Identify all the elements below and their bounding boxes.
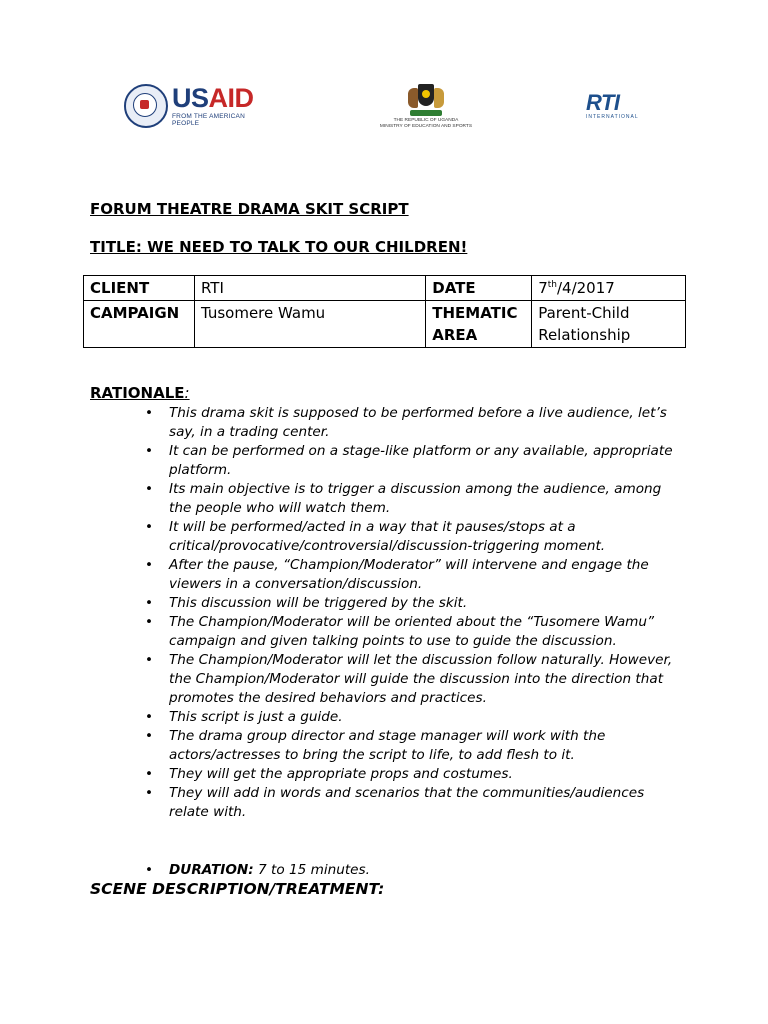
list-item-text: They will get the appropriate props and costumes. (169, 766, 513, 782)
campaign-value: Tusomere Wamu (194, 301, 425, 348)
list-item-text: It will be performed/acted in a way that it pauses/stops at a critical/provocative/controversial/discussion-triggering moment. (169, 519, 606, 554)
list-item (141, 404, 681, 442)
bullet-icon: • (145, 862, 154, 878)
list-item (141, 765, 681, 784)
uganda-caption-line-1: THE REPUBLIC OF UGANDA (393, 118, 459, 123)
list-item-text: It can be performed on a stage-like platform or any available, appropriate platform. (169, 443, 673, 478)
rti-subtitle: INTERNATIONAL (586, 114, 639, 120)
rationale-heading: RATIONALE: (90, 384, 190, 402)
rti-logo (586, 90, 656, 130)
list-item (141, 613, 681, 651)
bullet-icon: • (145, 785, 154, 801)
uganda-coat-of-arms-logo (378, 78, 474, 138)
list-item-text: The Champion/Moderator will let the discussion follow naturally. However, the Champion/Moderator will guide the discussion into the direction that promotes the desired behaviors and practices. (169, 652, 673, 706)
table-row (84, 276, 686, 301)
date-label: DATE (426, 276, 532, 301)
list-item (141, 518, 681, 556)
list-item (141, 727, 681, 765)
bullet-icon: • (145, 443, 154, 459)
bullet-icon: • (145, 652, 154, 668)
rationale-list (141, 404, 681, 822)
bullet-icon: • (145, 405, 154, 421)
list-item-text: This drama skit is supposed to be performed before a live audience, let’s say, in a trading center. (169, 405, 667, 440)
bullet-icon: • (145, 766, 154, 782)
thematic-area-label: THEMATIC AREA (426, 301, 532, 348)
logo-header (0, 78, 768, 148)
uganda-caption-line-2: MINISTRY OF EDUCATION AND SPORTS (379, 124, 473, 129)
meta-table (83, 275, 686, 348)
usaid-seal-icon (124, 84, 168, 128)
usaid-logo (124, 82, 264, 130)
list-item-text: After the pause, “Champion/Moderator” will intervene and engage the viewers in a conversation/discussion. (169, 557, 649, 592)
usaid-wordmark: USAID (172, 83, 254, 113)
list-item-text: The Champion/Moderator will be oriented about the “Tusomere Wamu” campaign and given talking points to use to guide the discussion. (169, 614, 655, 649)
coat-of-arms-icon (406, 78, 446, 118)
duration-value: 7 to 15 minutes. (253, 862, 370, 878)
bullet-icon: • (145, 481, 154, 497)
list-item-text: Its main objective is to trigger a discussion among the audience, among the people who will watch them. (169, 481, 662, 516)
thematic-area-value: Parent-Child Relationship (532, 301, 686, 348)
bullet-icon: • (145, 595, 154, 611)
list-item (141, 651, 681, 708)
duration-label: DURATION: (169, 862, 254, 878)
list-item (141, 594, 681, 613)
list-item (141, 480, 681, 518)
bullet-icon: • (145, 557, 154, 573)
client-label: CLIENT (84, 276, 195, 301)
list-item (141, 442, 681, 480)
list-item-text: They will add in words and scenarios that the communities/audiences relate with. (169, 785, 645, 820)
usaid-tagline: FROM THE AMERICAN PEOPLE (172, 113, 245, 127)
date-value: 7th/4/2017 (532, 276, 686, 301)
list-item-text: This discussion will be triggered by the skit. (169, 595, 468, 611)
list-item (141, 556, 681, 594)
client-value: RTI (194, 276, 425, 301)
campaign-label: CAMPAIGN (84, 301, 195, 348)
bullet-icon: • (145, 728, 154, 744)
list-item-text: The drama group director and stage manager will work with the actors/actresses to bring the script to life, to add flesh to it. (169, 728, 606, 763)
table-row (84, 301, 686, 348)
rti-wordmark: RTI (586, 90, 620, 115)
list-item-text: This script is just a guide. (169, 709, 343, 725)
script-title: FORUM THEATRE DRAMA SKIT SCRIPT (90, 200, 409, 218)
duration-item (141, 861, 370, 880)
skit-title: TITLE: WE NEED TO TALK TO OUR CHILDREN! (90, 238, 468, 256)
scene-heading: SCENE DESCRIPTION/TREATMENT: (90, 880, 385, 898)
list-item (141, 784, 681, 822)
bullet-icon: • (145, 614, 154, 630)
list-item (141, 708, 681, 727)
bullet-icon: • (145, 519, 154, 535)
bullet-icon: • (145, 709, 154, 725)
